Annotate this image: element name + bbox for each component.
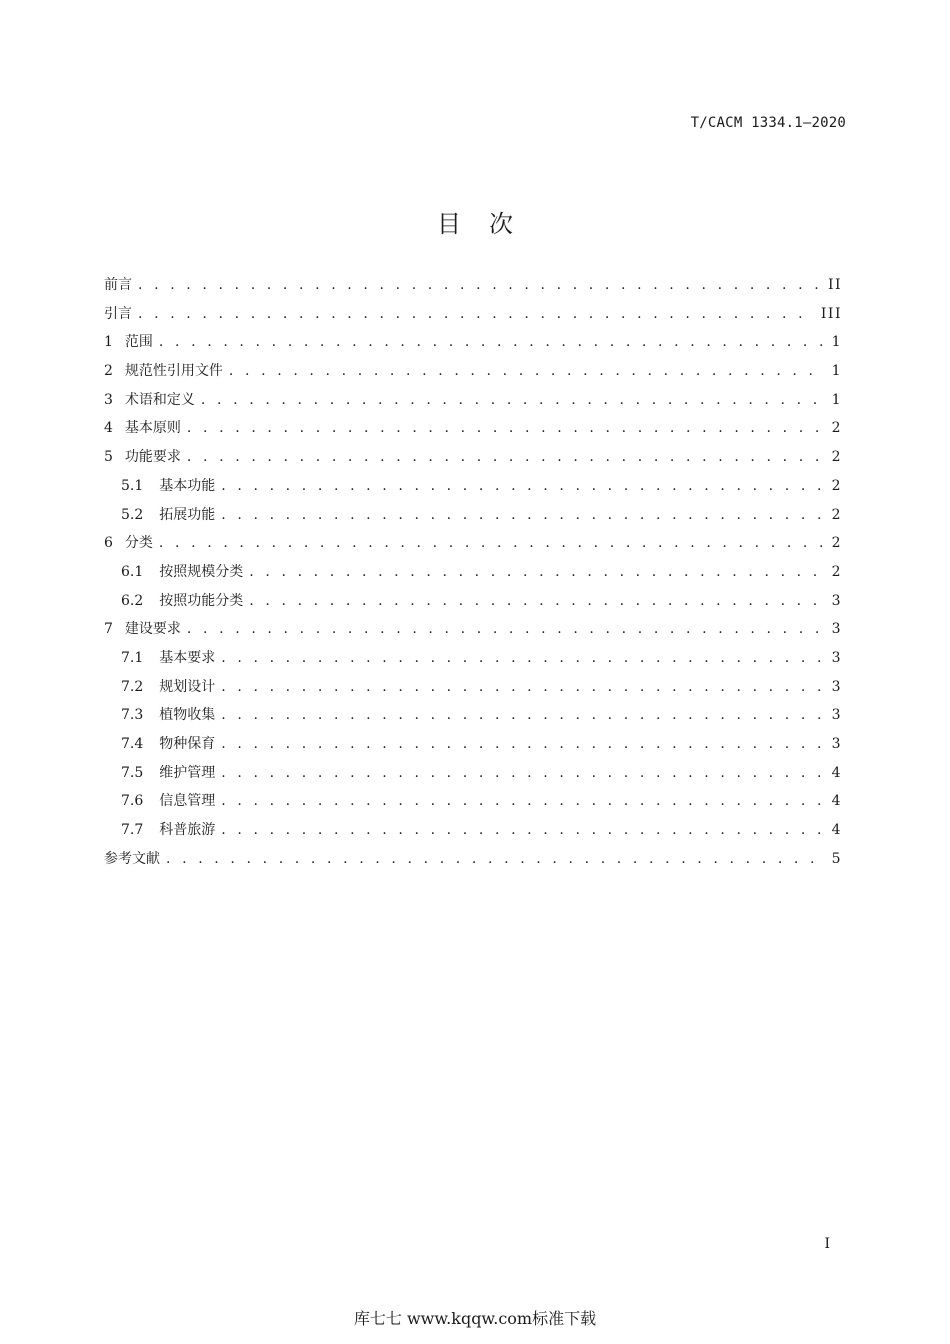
- toc-entry-number: 7.6: [121, 793, 144, 810]
- toc-entry-number: 6.2: [121, 592, 144, 609]
- toc-entry[interactable]: [104, 271, 842, 300]
- toc-dot-leader: [221, 759, 825, 788]
- toc-entry-label: 规范性引用文件: [124, 363, 223, 380]
- toc-entry-number: 5.1: [121, 477, 144, 494]
- toc-dot-leader: [221, 816, 825, 845]
- toc-entry[interactable]: [104, 357, 842, 386]
- page-number: I: [824, 1236, 830, 1252]
- toc-entry-label: 按照功能分类: [159, 592, 244, 609]
- toc-dot-leader: [187, 414, 826, 443]
- toc-entry-page: 1: [831, 391, 842, 408]
- toc-entry-label: 范围: [124, 334, 153, 351]
- toc-entry-label: 物种保育: [159, 736, 216, 752]
- toc-entry-number: 6.1: [121, 563, 144, 580]
- toc-dot-leader: [187, 615, 826, 644]
- toc-entry[interactable]: [104, 587, 842, 616]
- toc-entry[interactable]: [104, 787, 842, 816]
- toc-entry-label: 规划设计: [159, 678, 216, 695]
- toc-dot-leader: [249, 587, 825, 616]
- toc-entry-label: 信息管理: [159, 793, 216, 810]
- toc-entry-page: 3: [831, 649, 842, 666]
- toc-entry[interactable]: [104, 300, 842, 329]
- toc-entry[interactable]: [104, 529, 842, 558]
- toc-dot-leader: [187, 443, 826, 472]
- toc-entry[interactable]: [104, 644, 842, 673]
- toc-entry-label: 引言: [104, 305, 132, 322]
- toc-entry-number: 7.3: [121, 707, 144, 724]
- toc-entry-page: 1: [831, 363, 842, 380]
- toc-entry-label: 术语和定义: [124, 391, 195, 408]
- toc-entry-page: 1: [831, 334, 842, 351]
- toc-entry-page: 2: [831, 506, 842, 523]
- toc-entry-label: 科普旅游: [159, 822, 216, 839]
- toc-entry-number: 7.5: [121, 764, 144, 781]
- toc-dot-leader: [249, 558, 825, 587]
- toc-entry-number: 7.4: [121, 736, 144, 752]
- toc-entry-page: 2: [831, 420, 842, 437]
- toc-entry[interactable]: [104, 443, 842, 472]
- toc-entry-label: 前言: [104, 277, 132, 293]
- toc-dot-leader: [221, 730, 825, 759]
- toc-dot-leader: [221, 787, 825, 816]
- toc-entry-number: 6: [104, 535, 113, 552]
- toc-dot-leader: [221, 701, 825, 730]
- toc-dot-leader: [201, 386, 826, 415]
- toc-entry[interactable]: [104, 328, 842, 357]
- toc-entry-page: II: [827, 277, 842, 293]
- toc-entry-page: 3: [831, 678, 842, 695]
- toc-entry-number: 7.1: [121, 649, 144, 666]
- toc-entry-number: 5.2: [121, 506, 144, 523]
- toc-entry-label: 基本功能: [159, 477, 216, 494]
- toc-entry-number: 7.2: [121, 678, 144, 695]
- toc-entry-label: 基本原则: [124, 420, 181, 437]
- toc-entry[interactable]: [104, 558, 842, 587]
- toc-entry-number: 2: [104, 363, 113, 380]
- toc-entry-number: 3: [104, 391, 113, 408]
- toc-entry-page: 3: [831, 736, 842, 752]
- toc-entry[interactable]: [104, 386, 842, 415]
- toc-entry-page: 2: [831, 563, 842, 580]
- toc-entry[interactable]: [104, 730, 842, 759]
- toc-entry[interactable]: [104, 673, 842, 702]
- toc-entry-page: 4: [831, 822, 842, 839]
- toc-entry-label: 建设要求: [124, 621, 181, 638]
- toc-dot-leader: [221, 673, 825, 702]
- toc-entry[interactable]: [104, 414, 842, 443]
- toc-entry-page: 2: [831, 535, 842, 552]
- toc-entry[interactable]: [104, 845, 842, 874]
- footer-watermark: 库七七 www.kqqw.com标准下载: [353, 1309, 597, 1328]
- standard-code: T/CACM 1334.1—2020: [690, 115, 846, 131]
- toc-entry-label: 分类: [124, 535, 153, 552]
- toc-entry-number: 7: [104, 621, 113, 638]
- toc-entry-page: III: [820, 305, 842, 322]
- toc-dot-leader: [221, 644, 825, 673]
- toc-dot-leader: [159, 529, 826, 558]
- toc-dot-leader: [138, 271, 822, 300]
- toc-entry-number: 7.7: [121, 822, 144, 839]
- toc-entry-label: 参考文献: [104, 850, 160, 867]
- toc-entry-page: 3: [831, 707, 842, 724]
- toc-dot-leader: [138, 300, 815, 329]
- toc-entry-page: 5: [831, 850, 842, 867]
- toc-entry-page: 4: [831, 793, 842, 810]
- toc-entry-page: 2: [831, 477, 842, 494]
- toc-dot-leader: [221, 501, 825, 530]
- toc-entry[interactable]: [104, 615, 842, 644]
- toc-entry-label: 功能要求: [124, 449, 181, 466]
- toc-entry-label: 基本要求: [159, 649, 216, 666]
- toc-dot-leader: [159, 328, 826, 357]
- toc-dot-leader: [229, 357, 826, 386]
- toc-entry-page: 2: [831, 449, 842, 466]
- toc-entry-label: 植物收集: [159, 707, 216, 724]
- toc-entry[interactable]: [104, 501, 842, 530]
- toc-entry-label: 维护管理: [159, 764, 216, 781]
- toc-entry-number: 1: [104, 334, 113, 351]
- toc-entry[interactable]: [104, 816, 842, 845]
- toc-dot-leader: [166, 845, 826, 874]
- toc-entry-label: 按照规模分类: [159, 563, 244, 580]
- toc-entry[interactable]: [104, 701, 842, 730]
- toc-entry-page: 3: [831, 592, 842, 609]
- toc-entry-page: 3: [831, 621, 842, 638]
- toc-entry-label: 拓展功能: [159, 506, 216, 523]
- toc-entry-page: 4: [831, 764, 842, 781]
- toc-dot-leader: [221, 472, 825, 501]
- toc-entry[interactable]: [104, 472, 842, 501]
- table-of-contents: [104, 271, 842, 873]
- page-title: 目次: [437, 210, 541, 239]
- toc-entry-number: 5: [104, 449, 113, 466]
- toc-entry[interactable]: [104, 759, 842, 788]
- toc-entry-number: 4: [104, 420, 113, 437]
